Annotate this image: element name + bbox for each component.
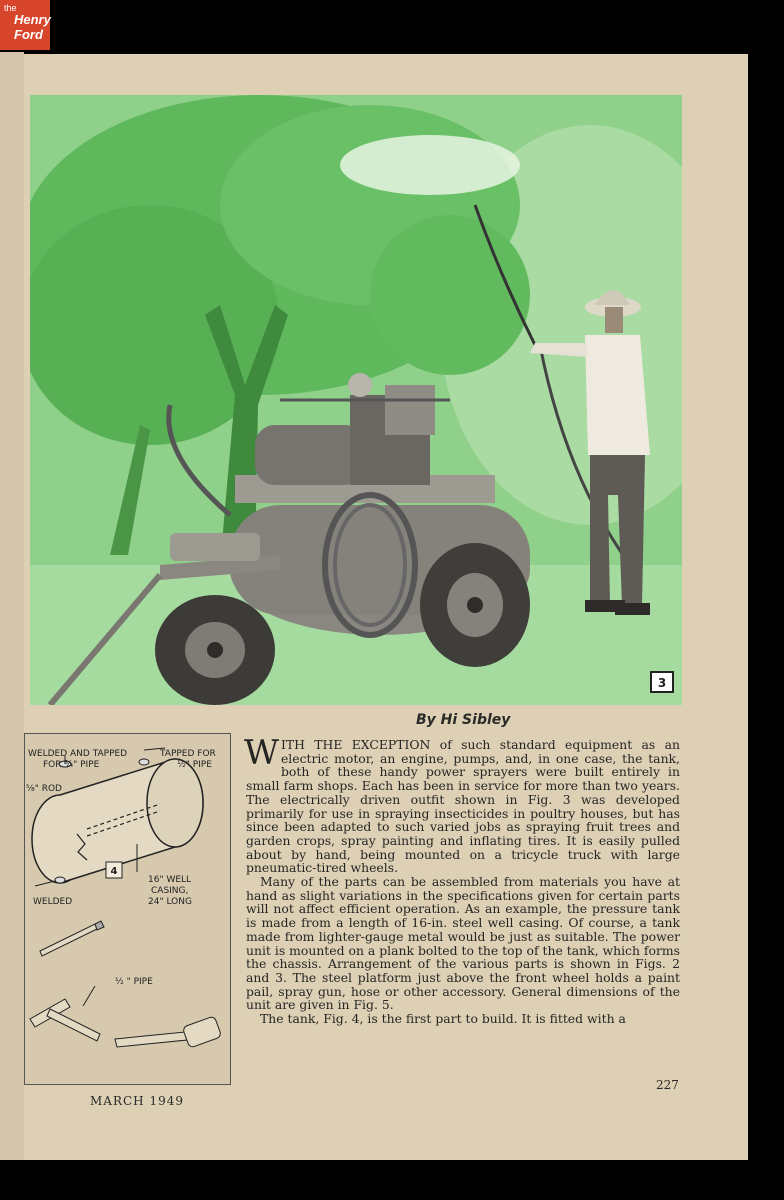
label-tapped-2: ½" PIPE	[177, 760, 212, 770]
figure-fig-number: 4	[110, 866, 118, 877]
page-number: 227	[656, 1078, 679, 1092]
figure-4-diagram	[24, 733, 231, 1085]
label-rod: ⅝" ROD	[26, 784, 62, 794]
paragraph-2: Many of the parts can be assembled from materials you have at hand as slight variations in the specifications given for certain parts will not affect efficient operation. As an example, the pressure tank is made from a length of 16-in. steel well casing. Of course, a tank made from lighter-gauge metal would be just as suitable. The power unit is mounted on a plank bolted to the top of the tank, which forms the chassis. Arrangement of the various parts is shown in Figs. 2 and 3. The steel platform just above the front wheel holds a paint pail, spray gun, hose or other accessory. General dimensions of the unit are given in Fig. 5.	[246, 874, 680, 1013]
label-welded-tapped-2: FOR ¾" PIPE	[43, 760, 100, 770]
label-half-pipe: ½ " PIPE	[115, 977, 153, 987]
label-casing-2: CASING,	[151, 886, 189, 896]
paragraph-1-text: of such standard equipment as an electric motor, an engine, pumps, and, in one case, the tank, both of these handy power sprayers were built entirely in small farm shops. Each has been in service for more than two years. The electrically driven outfit shown in Fig. 3 was developed primarily for use in spraying insecticides in poultry houses, but has since been adapted to such varied jobs as spraying fruit trees and garden crops, spray painting and inflating tires. It is easily pulled about by hand, being mounted on a tricycle truck with large pneumatic-tired wheels.	[246, 737, 680, 876]
logo-henry: Henry	[14, 12, 51, 27]
left-page-edge	[0, 52, 24, 1160]
paragraph-1	[244, 733, 680, 876]
logo-the: the	[4, 3, 17, 13]
henry-ford-logo	[0, 0, 50, 50]
paragraph-3: The tank, Fig. 4, is the first part to build. It is fitted with a	[260, 1011, 626, 1027]
label-tapped-1: TAPPED FOR	[160, 749, 216, 759]
sprayer-photo	[30, 95, 682, 705]
footer-date: MARCH 1949	[90, 1094, 184, 1108]
byline: By Hi Sibley	[416, 712, 511, 728]
logo-ford: Ford	[14, 27, 43, 42]
label-casing-1: 16" WELL	[148, 875, 192, 885]
label-casing-3: 24" LONG	[148, 897, 192, 907]
paragraph-1-lead: ITH THE EXCEPTION	[280, 737, 431, 752]
label-welded: WELDED	[33, 897, 73, 907]
drop-cap: W	[244, 733, 279, 773]
photo-fig-number: 3	[657, 676, 667, 690]
label-welded-tapped-1: WELDED AND TAPPED	[28, 749, 128, 759]
article-body	[244, 733, 680, 1027]
